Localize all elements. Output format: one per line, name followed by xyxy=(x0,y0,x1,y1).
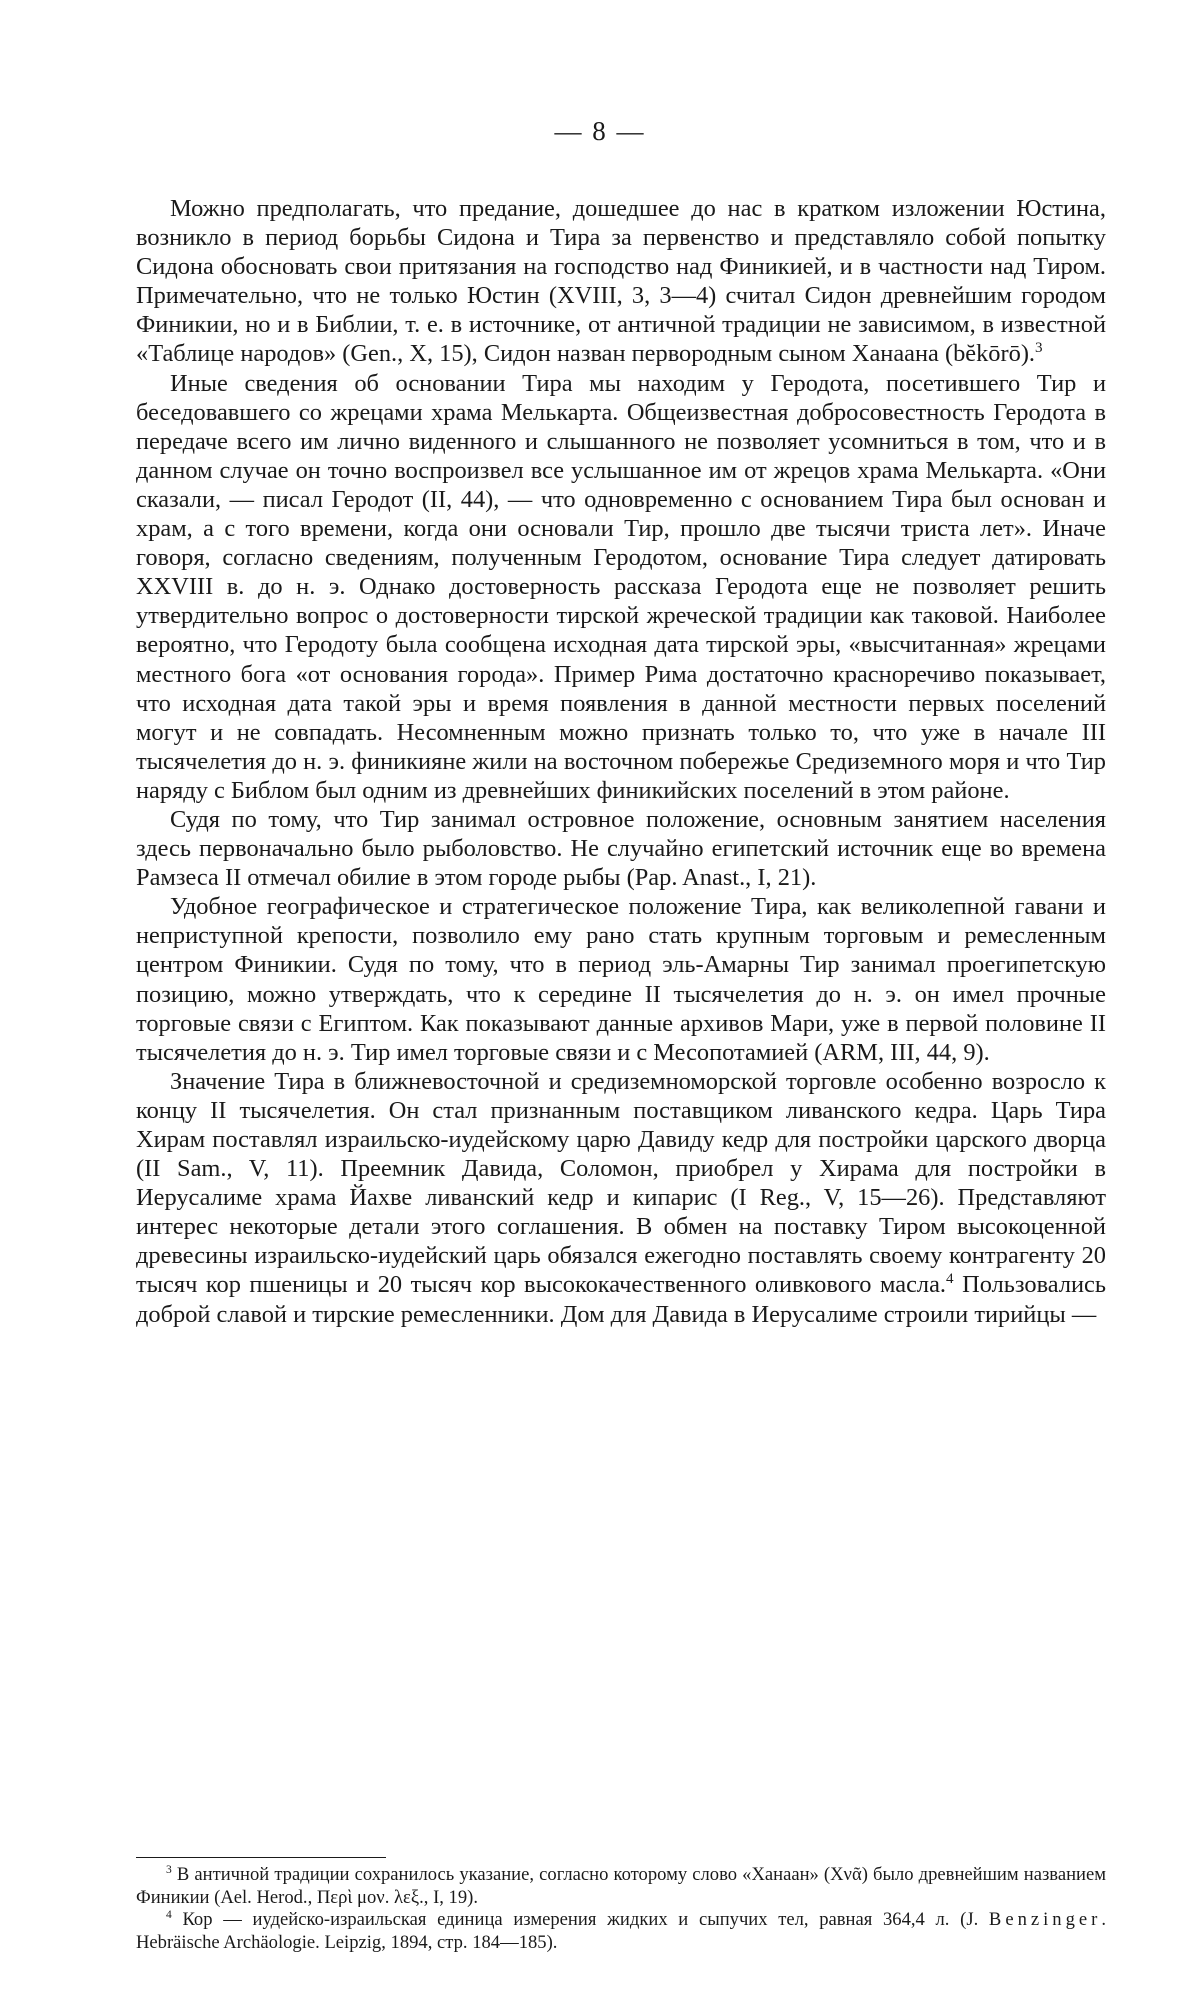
paragraph xyxy=(136,1067,1106,1329)
footnote-author: Benzinger xyxy=(988,1909,1102,1930)
page-number: — 8 — xyxy=(554,116,646,146)
footnote-mark: 3 xyxy=(166,1863,172,1876)
footnote-divider xyxy=(136,1857,386,1858)
paragraph xyxy=(136,805,1106,892)
paragraph-text-tail: Пользовались доброй славой и тирские ремесленники. Дом для Давида в Иерусалиме строили тирийцы — xyxy=(136,1271,1106,1328)
footnote xyxy=(136,1864,1106,1909)
footnote-ref: 4 xyxy=(946,1271,954,1288)
paragraph xyxy=(136,369,1106,805)
paragraph-text: Удобное географическое и стратегическое положение Тира, как великолепной гавани и неприступной крепости, позволило ему рано стать крупным торговым и ремесленным центром Финикии. Судя по тому, что в период эль-Амарны Тир занимал проегипетскую позицию, можно утверждать, что к середине II тысячелетия до н. э. он имел прочные торговые связи с Египтом. Как показывают данные архивов Мари, уже в первой половине II тысячелетия до н. э. Тир имел торговые связи и с Месопотамией (ARM, III, 44, 9). xyxy=(136,893,1106,1066)
paragraph xyxy=(136,892,1106,1067)
paragraph-text: Можно предполагать, что предание, дошедшее до нас в кратком изложении Юстина, возникло в период борьбы Сидона и Тира за первенство и представляло собой попытку Сидона обосновать свои притязания на господство над Финикией, и в частности над Тиром. Примечательно, что не только Юстин (XVIII, 3, 3—4) считал Сидон древнейшим городом Финикии, но и в Библии, т. е. в источнике, от античной традиции не зависимом, в известной «Таблице народов» (Gen., X, 15), Сидон назван первородным сыном Ханаана (bĕkōrō). xyxy=(136,195,1106,368)
paragraph-text: Иные сведения об основании Тира мы находим у Геродота, посетившего Тир и беседовавшего со жрецами храма Мелькарта. Общеизвестная добросовестность Геродота в передаче всего им лично виденного и слышанного не позволяет усомниться в том, что и в данном случае он точно воспроизвел все услышанное им от жрецов храма Мелькарта. «Они сказали, — писал Геродот (II, 44), — что одновременно с основанием Тира был основан и храм, а с того времени, когда они основали Тир, прошло две тысячи триста лет». Иначе говоря, согласно сведениям, полученным Геродотом, основание Тира следует датировать XXVIII в. до н. э. Однако достоверность рассказа Геродота еще не позволяет решить утвердительно вопрос о достоверности тирской жреческой традиции как таковой. Наиболее вероятно, что Геродоту была сообщена исходная дата тирской эры, «высчитанная» жрецами местного бога «от основания города». Пример Рима достаточно красноречиво показывает, что исходная дата такой эры и время появления в данной местности первых поселений могут и не совпадать. Несомненным можно признать только то, что уже в начале III тысячелетия до н. э. финикияне жили на восточном побережье Средиземного моря и что Тир наряду с Библом был одним из древнейших финикийских поселений в этом районе. xyxy=(136,369,1106,804)
footnote-text-tail: . Hebräische Archäologie. Leipzig, 1894, стр. 184—185). xyxy=(136,1909,1106,1953)
footnotes xyxy=(136,1864,1106,1954)
paragraph-text: Значение Тира в ближневосточной и средиземноморской торговле особенно возросло к концу II тысячелетия. Он стал признанным поставщиком ливанского кедра. Царь Тира Хирам поставлял израильско-иудейскому царю Давиду кедр для постройки царского дворца (II Sam., V, 11). Преемник Давида, Соломон, приобрел у Хирама для постройки в Иерусалиме храма Йахве ливанский кедр и кипарис (I Reg., V, 15—26). Представляют интерес некоторые детали этого соглашения. В обмен на поставку Тиром высокоценной древесины израильско-иудейский царь обязался ежегодно поставлять своему контрагенту 20 тысяч кор пшеницы и 20 тысяч кор высококачественного оливкового масла. xyxy=(136,1067,1106,1299)
footnote-text: Кор — иудейско-израильская единица измерения жидких и сыпучих тел, равная 364,4 л. (J. xyxy=(171,1909,989,1930)
paragraph-text: Судя по тому, что Тир занимал островное положение, основным занятием населения здесь первоначально было рыболовство. Не случайно египетский источник еще во времена Рамзеса II отмечал обилие в этом городе рыбы (Pap. Anast., I, 21). xyxy=(136,805,1106,892)
footnote xyxy=(136,1909,1106,1954)
footnote-text: В античной традиции сохранилось указание, согласно которому слово «Ханаан» (Χνᾶ) было древнейшим названием Финикии (Ael. Herod., Περὶ μον. λεξ., I, 19). xyxy=(136,1864,1106,1908)
main-text xyxy=(136,194,1106,1329)
footnote-ref: 3 xyxy=(1035,340,1043,357)
footnote-mark: 4 xyxy=(166,1908,172,1921)
paragraph xyxy=(136,194,1106,369)
